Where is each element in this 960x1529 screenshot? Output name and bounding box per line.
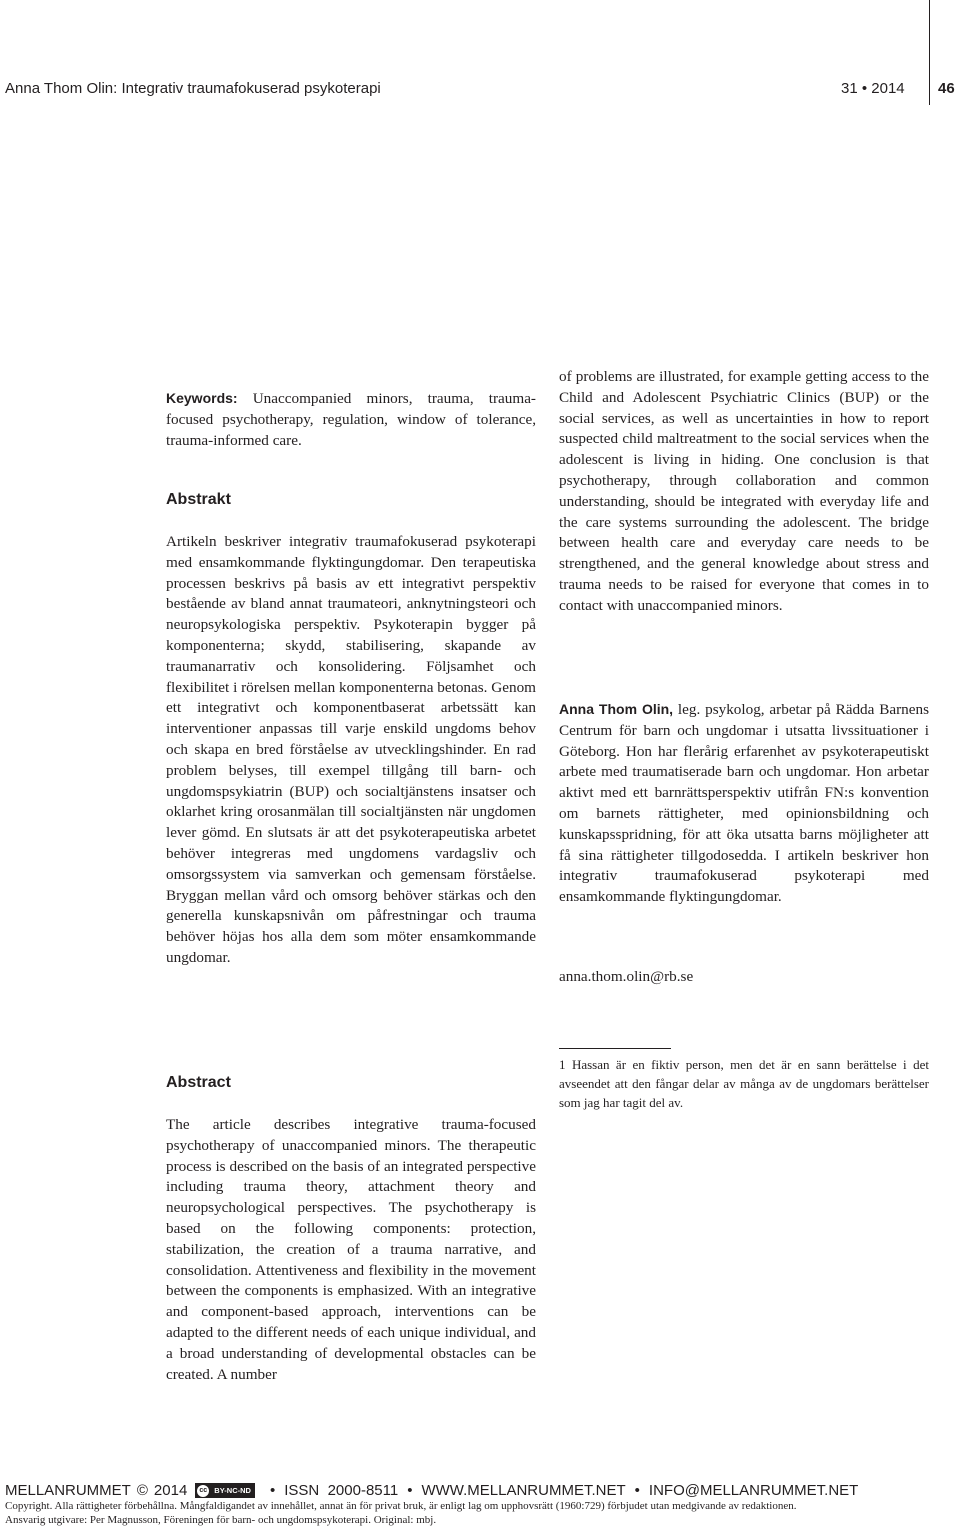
copyright-symbol: © xyxy=(136,1482,148,1499)
abstrakt-heading-block xyxy=(166,490,536,511)
footer-issn: ISSN 2000-8511 xyxy=(284,1482,399,1499)
abstract-text: The article describes integrative trauma-focused psychotherapy of unaccompanied minors. The therapeutic process is described on the basis of an integrated perspective including trauma theory, attachment theory and neuropsychological perspectives. The psychotherapy is based on the following components: protection, stabilization, the creation of a trauma narrative, and consolidation. Attentiveness and flexibility in the movement between the components is emphasized. With an integrative and component-based approach, interventions can be adapted to the different needs of each unique individual, and a broad understanding of developmental obstacles can be created. A number xyxy=(166,1116,536,1383)
cc-circle-icon: cc xyxy=(197,1485,209,1497)
abstrakt-heading: Abstrakt xyxy=(166,491,231,508)
abstract-heading: Abstract xyxy=(166,1074,231,1091)
cc-license-icon[interactable] xyxy=(195,1483,255,1498)
issue-info: 31 • 2014 xyxy=(841,80,905,97)
footnote xyxy=(559,1055,929,1112)
abstract-continued-block xyxy=(559,367,929,617)
abstract-heading-block xyxy=(166,1073,536,1094)
separator-dot: • xyxy=(269,1482,276,1499)
keywords-block xyxy=(166,388,536,451)
cc-license-label: BY-NC-ND xyxy=(214,1486,251,1495)
page-number: 46 xyxy=(938,80,955,97)
separator-dot: • xyxy=(634,1482,640,1499)
author-name: Anna Thom Olin, xyxy=(559,701,674,717)
footnote-rule xyxy=(559,1048,671,1049)
running-title: Anna Thom Olin: Integrativ traumafokuserad psykoterapi xyxy=(5,80,381,97)
separator-dot: • xyxy=(407,1482,413,1499)
keywords-label: Keywords: xyxy=(166,390,238,406)
footer-year: 2014 xyxy=(153,1482,188,1499)
footer-info xyxy=(5,1482,858,1499)
abstrakt-body xyxy=(166,532,536,969)
footer-email[interactable]: INFO@MELLANRUMMET.NET xyxy=(648,1482,859,1499)
abstract-continued-text: of problems are illustrated, for example getting access to the Child and Adolescent Psychiatric Clinics (BUP) or the social services, as well as uncertainties in how to report suspected child maltreatment to the social services when the adolescent is living in hiding. One conclusion is that psychotherapy, through collaboration and common understanding, should be integrated with everyday life and the care systems surrounding the adolescent. The bridge between health care and everyday care needs to be strengthened, and the general knowledge about stress and trauma needs to be raised for everyone that comes in to contact with unaccompanied minors. xyxy=(559,368,929,614)
keywords-text: Unaccompanied minors, trauma, trauma-focused psychotherapy, regulation, window of tolerance, trauma-informed care. xyxy=(166,390,536,449)
header-divider xyxy=(929,0,930,105)
footer-website[interactable]: WWW.MELLANRUMMET.NET xyxy=(421,1482,626,1499)
footer-publication: MELLANRUMMET xyxy=(5,1482,131,1499)
copyright-line: Copyright. Alla rättigheter förbehållna. Mångfaldigandet av innehållet, annat än för privat bruk, är enligt lag om upphovsrätt (1960:729) förbjudet utan medgivande av redaktionen. xyxy=(5,1500,797,1512)
abstract-body xyxy=(166,1115,536,1385)
footnote-number: 1 xyxy=(559,1057,566,1072)
author-bio: leg. psykolog, arbetar på Rädda Barnens Centrum för barn och ungdomar i utsatta livssituationer i Göteborg. Hon har flerårig erfarenhet av psykoterapeutiskt arbete med traumatiserade barn och ungdomar. Hon arbetar aktivt med ett barnrättsperspektiv utifrån FN:s konvention om barnets rättigheter, med opinionsbildning och kunskapsspridning, för att öka utsatta barns möjligheter att få sina rättigheter tillgodosedda. I artikeln beskriver hon integrativ traumafokuserad psykoterapi med ensamkommande flyktingungdomar. xyxy=(559,701,929,906)
footer-legal xyxy=(5,1499,796,1527)
responsible-line: Ansvarig utgivare: Per Magnusson, Föreningen för barn- och ungdomspsykoterapi. Original: mbj. xyxy=(5,1514,437,1526)
footnote-text: Hassan är en fiktiv person, men det är en sann berättelse i det avseendet att den fångar delar av många av de ungdomars berättelser som jag har tagit del av. xyxy=(559,1057,929,1110)
abstrakt-text: Artikeln beskriver integrativ traumafokuserad psykoterapi med ensamkommande flyktingungdomar. Den terapeutiska processen beskrivs på basis av ett integrativt perspektiv bestående av bland annat traumateori, anknytningsteori och neuropsykologiska perspektiv. Psykoterapin bygger på komponenterna; skydd, stabilisering, skapande av traumanarrativ och konsolidering. Följsamhet och flexibilitet i rörelsen mellan komponenterna betonas. Genom ett integrativt och komponentbaserat arbetssätt kan interventioner anpassas till varje enskild ungdoms behov och skapa en bred förståelse av utvecklingshinder. En rad problem belyses, till exempel tillgång till barn- och ungdomspsykiatrin (BUP) och socialtjänstens insatser och oklarhet kring orosanmälan till socialtjänsten när ungdomen lever gömd. En slutsats är att det psykoterapeutiska arbetet behöver integreras med ungdomens vardagsliv och omsorgssystem via samverkan och gemensam förståelse. Bryggan mellan vård och omsorg behöver stärkas och den generella kunskapsnivån om påfrestningar och trauma behöver höjas hos alla dem som möter ensamkommande ungdomar. xyxy=(166,533,536,966)
author-bio-block xyxy=(559,699,929,908)
author-email[interactable]: anna.thom.olin@rb.se xyxy=(559,968,694,985)
